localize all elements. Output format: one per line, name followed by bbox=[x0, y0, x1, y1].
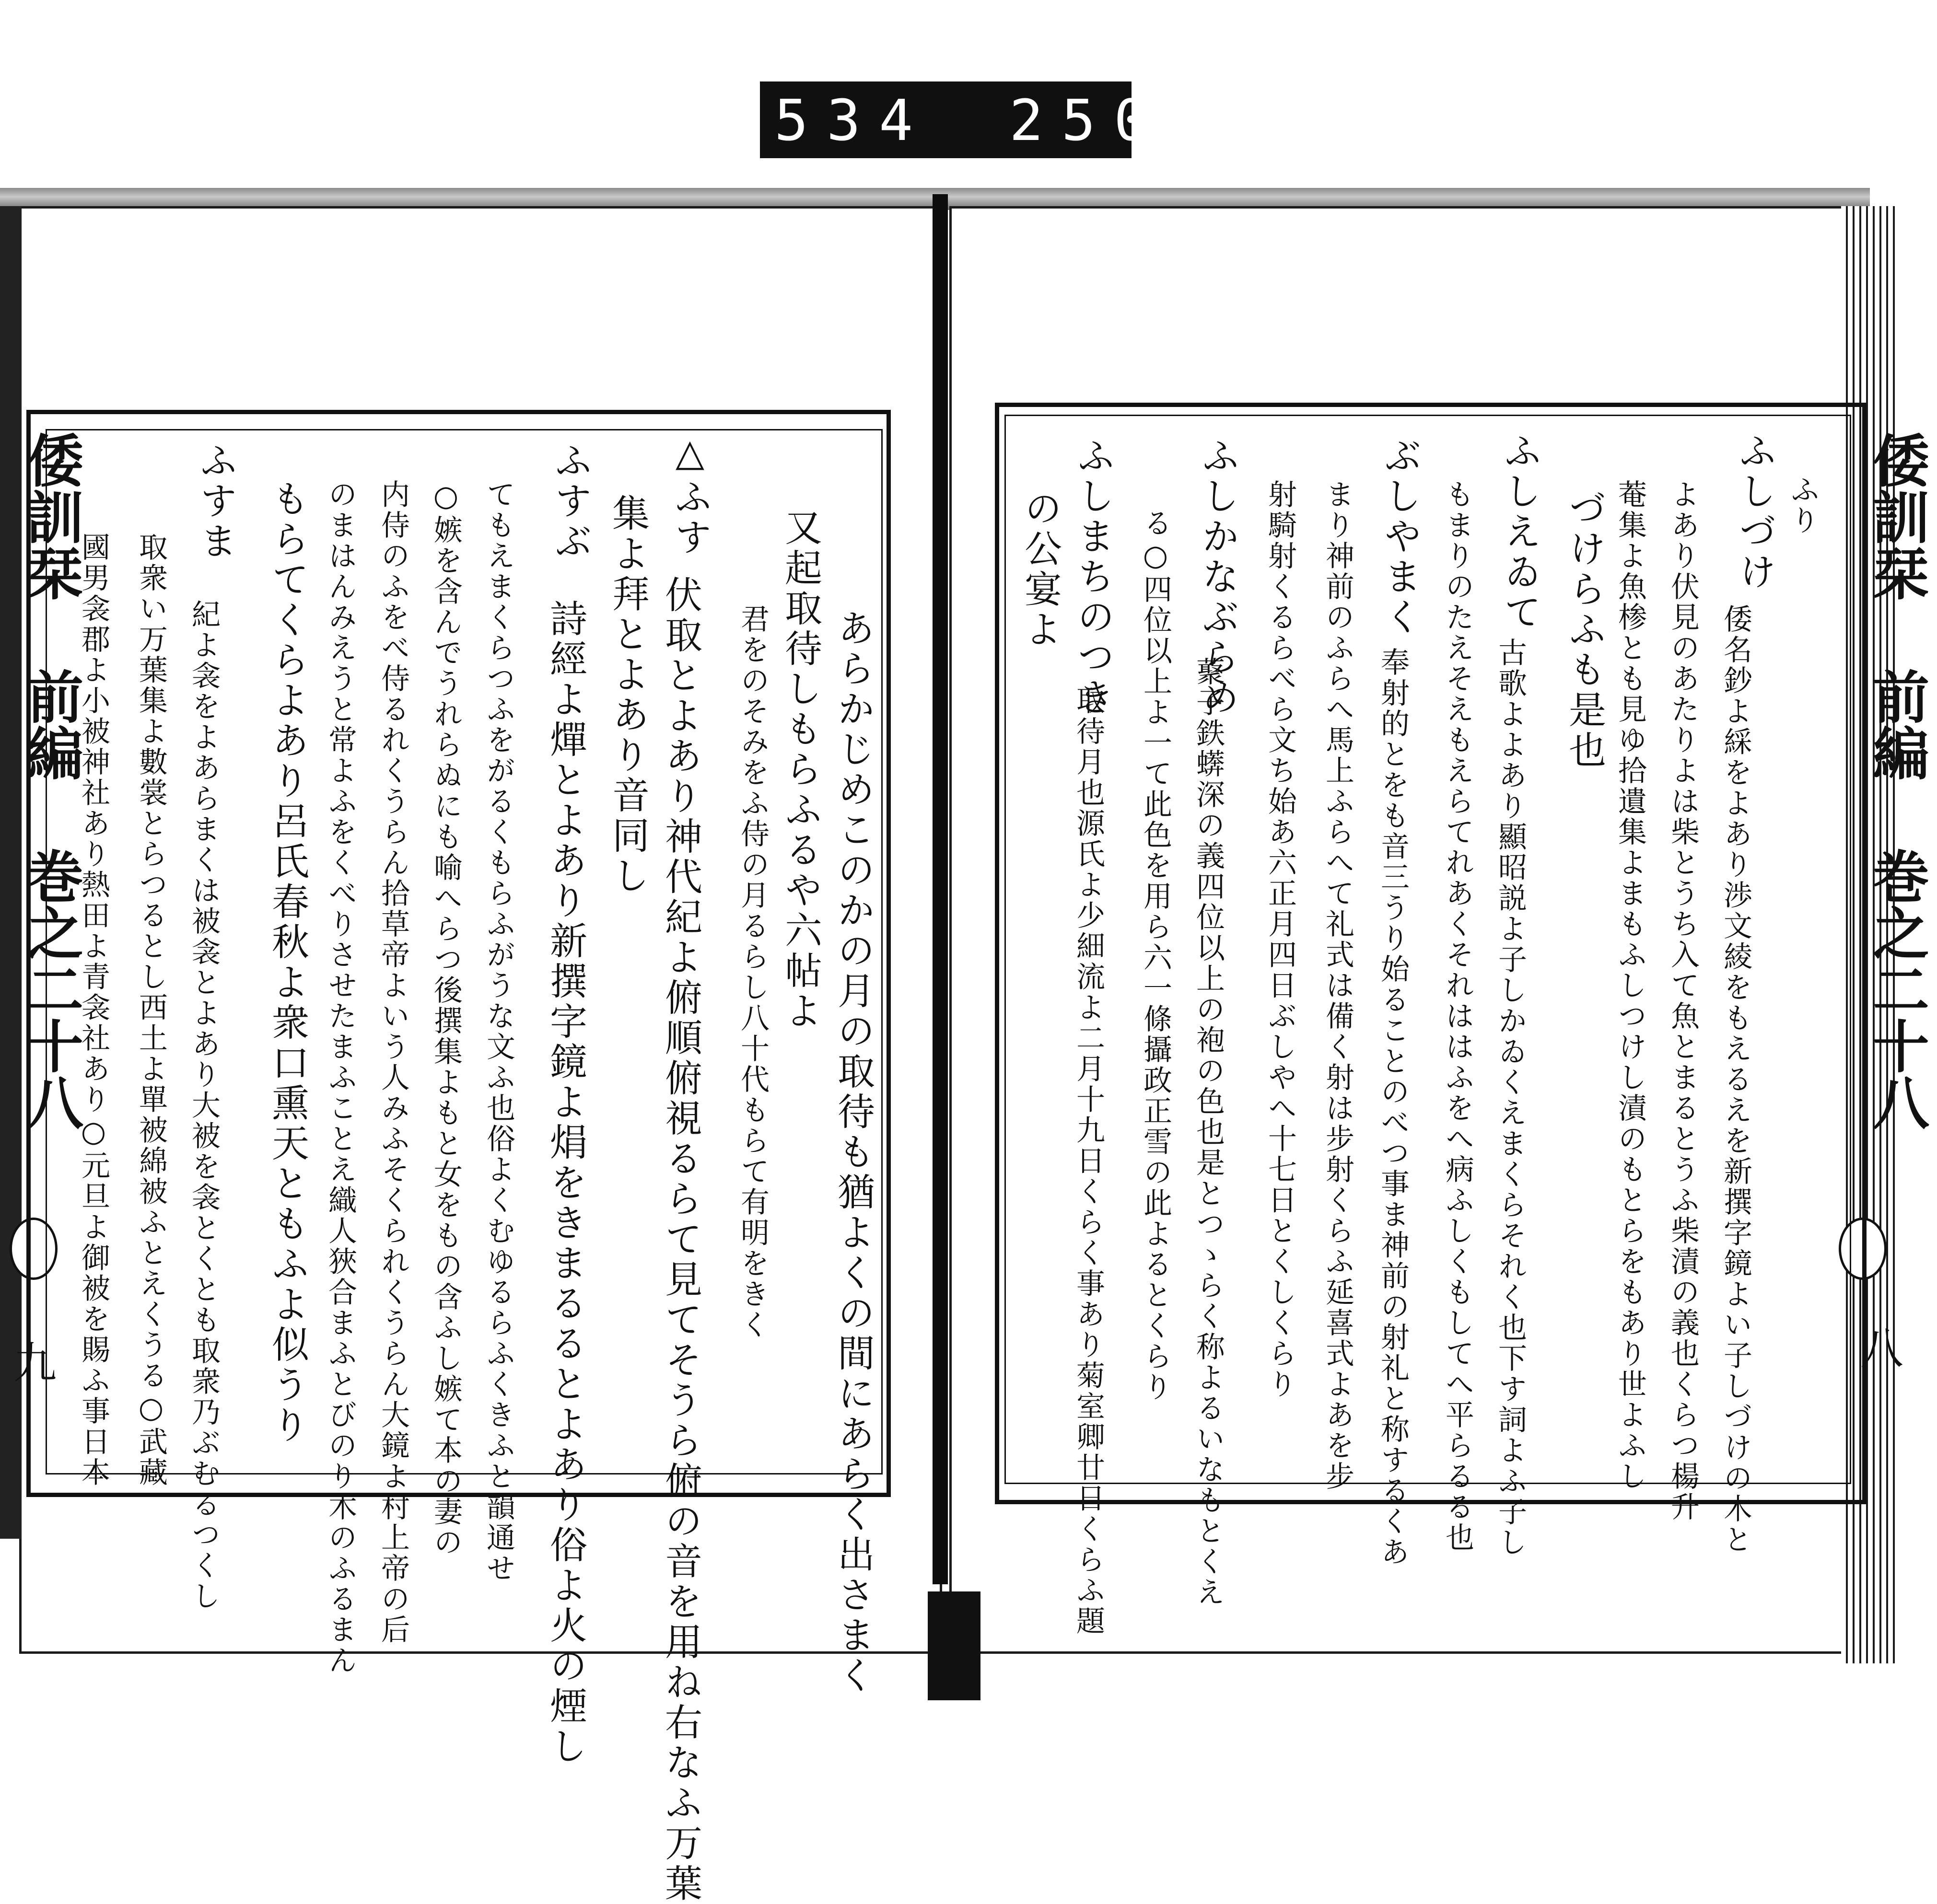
binding-tassel bbox=[928, 1591, 980, 1700]
left-col-5: 伏取とよあり神代紀よ俯順俯視るらて見てそうら俯の音を用ね右なふ万葉 bbox=[659, 575, 702, 1904]
right-col-9: もまりのたえそえもえらてれあくそれははふをへ病ふしくもしてへ平らるる也 bbox=[1441, 479, 1474, 1553]
right-col-16: る○四位以上よ一て此色を用ら六一條攝政正雪の此よるとくらり bbox=[1139, 508, 1172, 1403]
left-page-number: 九 bbox=[13, 1338, 57, 1388]
left-col-15: 紀よ衾をよあらまくは被衾とよあり大被を衾とくとも取衆乃ぶむるつくし bbox=[187, 599, 221, 1612]
left-col-4: △ふす bbox=[668, 431, 712, 558]
right-page-number: 八 bbox=[1860, 1324, 1903, 1374]
left-col-14: ふすま bbox=[194, 441, 237, 562]
left-col-12: のまはんみえうと常よふをくべりさせたまふことえ織人狹合まふとびのり木のふるまん bbox=[324, 479, 357, 1676]
right-col-8: 古歌よよあり顯昭説よ子しかゐくえまくらそれく也下す詞よふ子し bbox=[1494, 638, 1527, 1558]
right-col-10: ぶしやまく bbox=[1378, 436, 1421, 638]
left-col-6: 集よ拜とよあり音同し bbox=[606, 494, 649, 896]
left-col-17: 國男衾郡よ小被神社あり熱田よ青衾社あり○元旦よ御被を賜ふ事日本 bbox=[77, 532, 110, 1488]
right-col-19: の公宴よ bbox=[1018, 489, 1062, 650]
microfilm-frame-number bbox=[760, 81, 1219, 158]
right-page-title: 倭訓栞 前編 巻之二十八 bbox=[1863, 431, 1930, 1130]
left-col-2: 又起取待しもらふるや六帖よ bbox=[779, 508, 822, 1032]
left-col-8: 詩經よ燀とよあり新撰字鏡よ焆をきまるるとよあり俗よ火の煙し bbox=[544, 599, 587, 1767]
left-col-11: 内侍のふをべ侍るれくうらん拾草帝よいう人みふそくられくうらん大鏡よ村上帝の后 bbox=[376, 479, 410, 1645]
left-col-3: 君をのそみをふ侍の月るらし八十代もらて有明をきく bbox=[736, 604, 770, 1340]
left-col-7: ふすぶ bbox=[548, 441, 592, 562]
left-page-title: 倭訓栞 前編 巻之二十八 bbox=[17, 431, 84, 1130]
left-col-16: 取衆い万葉集よ數裳とらつるとし西土よ單被綿被ふとえくうる○武藏 bbox=[134, 532, 168, 1488]
right-col-17: ふしまちのつき bbox=[1071, 436, 1114, 718]
right-col-2: ふしづけ bbox=[1733, 431, 1776, 592]
right-col-7: ふしえゐて bbox=[1498, 431, 1541, 633]
frame-number-left: 534 bbox=[774, 87, 932, 153]
left-col-1: あらかじめこのかの月の取待も猶よくの間にあらく出さまく bbox=[831, 609, 875, 1696]
right-col-14: ふしかなぶらめ bbox=[1196, 436, 1239, 718]
right-col-4: よあり伏見のあたりよは柴とうち入て魚とまるとうふ柴漬の義也くらつ楊升 bbox=[1666, 479, 1700, 1522]
right-col-6: づけらふも是也 bbox=[1563, 489, 1606, 771]
right-col-15: 藂子鉄蠎深の義四位以上の袍の色也是とつゝらく称よるいなもとくえ bbox=[1191, 657, 1225, 1608]
right-col-12: まり神前のふらへ馬上ふらへて礼式は備く射は步射くらふ延喜式よあを步 bbox=[1321, 479, 1354, 1492]
right-col-13: 射騎射くるらべら文ち始あ六正月四日ぶしやへ十七日とくしくらり bbox=[1263, 479, 1297, 1400]
frame-number-right: 250. bbox=[1009, 87, 1219, 153]
right-col-1: ふり bbox=[1786, 475, 1820, 536]
right-col-3: 倭名鈔よ綵をよあり渉文綾をもえるえを新撰字鏡よい子しづけの木と bbox=[1719, 604, 1752, 1555]
left-col-9: てもえまくらつふをがるくもらふがうな文ふ也俗よくむゆるらふくきふと韻通せ bbox=[482, 479, 515, 1584]
left-col-10: ○嫉を含んでうれらぬにも喻へらつ後撰集よもと女をもの含ふし嫉て本の妻の bbox=[429, 479, 463, 1558]
book-spine bbox=[933, 194, 948, 1584]
left-col-13: もらてくらよあり呂氏春秋よ衆口熏天ともふよ似うり bbox=[266, 479, 309, 1446]
right-col-18: 取待月也源氏よ少細流よ二月十九日くらく事あり菊室卿廿日くらふ題 bbox=[1072, 685, 1105, 1637]
right-col-11: 奉射的とをも音三うり始ることのべつ事ま神前の射礼と称するくあ bbox=[1376, 647, 1410, 1567]
right-col-5: 菴集よ魚椮とも見ゆ拾遺集よまもふしつけし漬のもとらをもあり世よふし bbox=[1613, 479, 1647, 1492]
